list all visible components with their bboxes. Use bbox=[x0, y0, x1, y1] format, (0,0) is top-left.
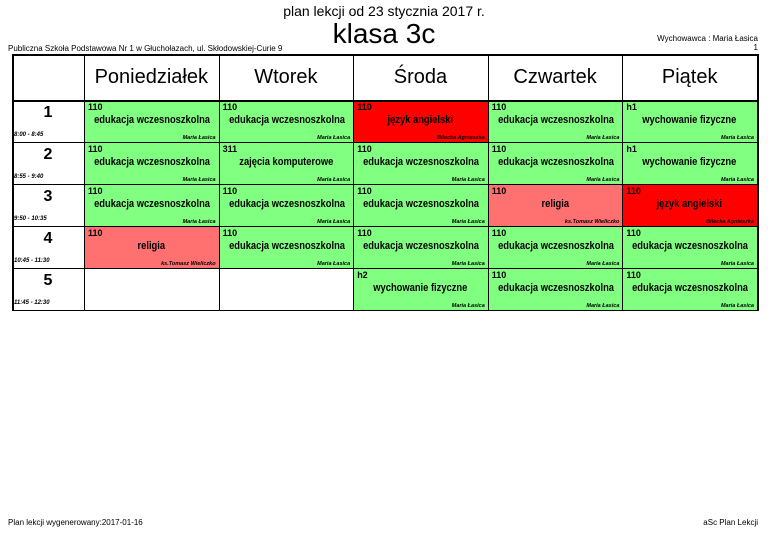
lesson-room: 110 bbox=[88, 144, 103, 154]
lesson-room: 311 bbox=[222, 144, 238, 154]
lesson-teacher: Maria Łasica bbox=[451, 177, 485, 183]
grid-line bbox=[12, 54, 757, 56]
period-number: 1 bbox=[43, 104, 53, 121]
lesson-cell bbox=[353, 184, 488, 226]
lesson-subject: edukacja wczesnoszkolna bbox=[497, 282, 614, 294]
lesson-subject: edukacja wczesnoszkolna bbox=[94, 114, 210, 126]
lesson-cell bbox=[219, 100, 354, 142]
lesson-subject: edukacja wczesnoszkolna bbox=[497, 114, 614, 126]
app-name: aSc Plan Lekcji bbox=[703, 518, 758, 527]
grid-line bbox=[12, 100, 757, 102]
lesson-room: 110 bbox=[222, 228, 238, 238]
lesson-subject: religia bbox=[137, 240, 166, 252]
lesson-subject: edukacja wczesnoszkolna bbox=[228, 198, 345, 210]
day-header: Środa bbox=[393, 65, 448, 88]
lesson-subject: edukacja wczesnoszkolna bbox=[632, 282, 749, 294]
lesson-room: 110 bbox=[357, 144, 372, 154]
lesson-teacher: Bilecka Agnieszka bbox=[436, 135, 485, 141]
lesson-subject: język angielski bbox=[387, 114, 454, 126]
lesson-cell bbox=[84, 184, 219, 226]
lesson-teacher: Maria Łasica bbox=[720, 303, 754, 309]
lesson-teacher: Maria Łasica bbox=[720, 261, 754, 267]
grid-line bbox=[622, 54, 623, 311]
lesson-room: 110 bbox=[88, 102, 103, 112]
lesson-teacher: Maria Łasica bbox=[317, 219, 351, 225]
lesson-teacher: Maria Łasica bbox=[586, 261, 620, 267]
period-number: 3 bbox=[43, 188, 53, 205]
lesson-room: 110 bbox=[88, 186, 103, 196]
lesson-cell bbox=[622, 184, 757, 226]
grid-line bbox=[12, 226, 757, 227]
empty-lesson-cell bbox=[219, 268, 354, 310]
lesson-cell bbox=[353, 100, 488, 142]
lesson-subject: religia bbox=[541, 198, 569, 210]
lesson-teacher: Maria Łasica bbox=[720, 177, 754, 183]
lesson-teacher: Maria Łasica bbox=[451, 219, 485, 225]
period-time: 10:45 - 11:30 bbox=[14, 258, 50, 264]
lesson-cell bbox=[488, 226, 623, 268]
grid-line bbox=[757, 54, 759, 311]
timetable-grid bbox=[12, 54, 757, 310]
grid-line bbox=[12, 310, 757, 311]
grid-line bbox=[12, 184, 757, 185]
lesson-teacher: Maria Łasica bbox=[720, 135, 754, 141]
lesson-teacher: Maria Łasica bbox=[182, 177, 216, 183]
lesson-teacher: Maria Łasica bbox=[586, 303, 620, 309]
lesson-room: 110 bbox=[626, 270, 641, 280]
day-header: Poniedziałek bbox=[94, 65, 208, 88]
day-header: Piątek bbox=[661, 65, 718, 88]
lesson-room: h1 bbox=[626, 144, 637, 154]
lesson-subject: edukacja wczesnoszkolna bbox=[497, 240, 614, 252]
lesson-cell bbox=[219, 226, 354, 268]
lesson-cell bbox=[353, 142, 488, 184]
lesson-subject: edukacja wczesnoszkolna bbox=[94, 198, 210, 210]
homeroom-teacher: Wychowawca : Maria Łasica bbox=[657, 34, 758, 43]
lesson-cell bbox=[84, 142, 219, 184]
lesson-teacher: Maria Łasica bbox=[182, 219, 216, 225]
lesson-room: 110 bbox=[357, 228, 372, 238]
period-number: 4 bbox=[43, 230, 53, 247]
lesson-room: 110 bbox=[357, 186, 372, 196]
lesson-teacher: Maria Łasica bbox=[317, 261, 351, 267]
lesson-subject: wychowanie fizyczne bbox=[373, 282, 468, 294]
period-time: 11:45 - 12:30 bbox=[14, 300, 50, 306]
lesson-teacher: Maria Łasica bbox=[586, 135, 620, 141]
lesson-teacher: Maria Łasica bbox=[182, 135, 216, 141]
day-header: Wtorek bbox=[254, 65, 318, 88]
lesson-subject: edukacja wczesnoszkolna bbox=[228, 114, 345, 126]
lesson-cell bbox=[488, 100, 623, 142]
period-time: 8:55 - 9:40 bbox=[14, 174, 44, 180]
lesson-cell bbox=[622, 268, 757, 310]
lesson-cell bbox=[622, 142, 757, 184]
page-number: 1 bbox=[753, 43, 758, 52]
lesson-room: 110 bbox=[491, 186, 507, 196]
lesson-room: 110 bbox=[222, 186, 238, 196]
lesson-room: 110 bbox=[491, 102, 507, 112]
generated-date: Plan lekcji wygenerowany:2017-01-16 bbox=[8, 518, 143, 527]
lesson-subject: edukacja wczesnoszkolna bbox=[363, 156, 480, 168]
lesson-cell bbox=[84, 100, 219, 142]
lesson-room: 110 bbox=[222, 102, 238, 112]
grid-line bbox=[84, 54, 85, 311]
lesson-teacher: Maria Łasica bbox=[451, 303, 485, 309]
day-header: Czwartek bbox=[513, 65, 597, 88]
lesson-teacher: ks.Tomasz Wieliczko bbox=[161, 261, 216, 267]
lesson-subject: edukacja wczesnoszkolna bbox=[363, 240, 480, 252]
lesson-subject: wychowanie fizyczne bbox=[642, 114, 737, 126]
lesson-room: 110 bbox=[626, 228, 641, 238]
lesson-room: 110 bbox=[88, 228, 103, 238]
lesson-cell bbox=[353, 268, 488, 310]
lesson-teacher: Maria Łasica bbox=[451, 261, 485, 267]
lesson-room: 110 bbox=[491, 228, 507, 238]
period-time: 8:00 - 8:45 bbox=[14, 132, 44, 138]
lesson-cell bbox=[488, 268, 623, 310]
class-name-title: klasa 3c bbox=[332, 18, 436, 49]
lesson-cell bbox=[84, 226, 219, 268]
schedule-date-title: plan lekcji od 23 stycznia 2017 r. bbox=[283, 3, 485, 19]
lesson-teacher: ks.Tomasz Wieliczko bbox=[564, 219, 620, 225]
lesson-subject: edukacja wczesnoszkolna bbox=[363, 198, 480, 210]
lesson-subject: edukacja wczesnoszkolna bbox=[228, 240, 345, 252]
lesson-teacher: Maria Łasica bbox=[586, 177, 620, 183]
grid-line bbox=[353, 54, 354, 311]
lesson-cell bbox=[622, 226, 757, 268]
lesson-teacher: Maria Łasica bbox=[317, 177, 351, 183]
period-time: 9:50 - 10:35 bbox=[14, 216, 47, 222]
lesson-subject: edukacja wczesnoszkolna bbox=[497, 156, 614, 168]
lesson-subject: zajęcia komputerowe bbox=[238, 156, 333, 168]
lesson-cell bbox=[219, 142, 354, 184]
lesson-cell bbox=[622, 100, 757, 142]
grid-line bbox=[219, 54, 220, 311]
grid-line bbox=[488, 54, 489, 311]
lesson-room: 110 bbox=[491, 144, 507, 154]
lesson-cell bbox=[219, 184, 354, 226]
lesson-subject: edukacja wczesnoszkolna bbox=[94, 156, 210, 168]
lesson-subject: język angielski bbox=[656, 198, 723, 210]
period-number: 2 bbox=[43, 146, 53, 163]
lesson-teacher: Bilecka Agnieszka bbox=[706, 219, 754, 225]
lesson-room: 110 bbox=[357, 102, 372, 112]
grid-line bbox=[12, 142, 757, 143]
lesson-cell bbox=[488, 142, 623, 184]
lesson-subject: wychowanie fizyczne bbox=[642, 156, 737, 168]
lesson-room: h2 bbox=[357, 270, 368, 280]
lesson-room: h1 bbox=[626, 102, 637, 112]
lesson-cell bbox=[353, 226, 488, 268]
empty-lesson-cell bbox=[84, 268, 219, 310]
period-number: 5 bbox=[43, 272, 53, 289]
lesson-teacher: Maria Łasica bbox=[317, 135, 351, 141]
school-name: Publiczna Szkoła Podstawowa Nr 1 w Głuchołazach, ul. Skłodowskiej-Curie 9 bbox=[8, 44, 283, 53]
lesson-subject: edukacja wczesnoszkolna bbox=[632, 240, 749, 252]
lesson-cell bbox=[488, 184, 623, 226]
lesson-room: 110 bbox=[626, 186, 641, 196]
grid-line bbox=[12, 54, 14, 311]
lesson-room: 110 bbox=[491, 270, 507, 280]
grid-line bbox=[12, 268, 757, 269]
